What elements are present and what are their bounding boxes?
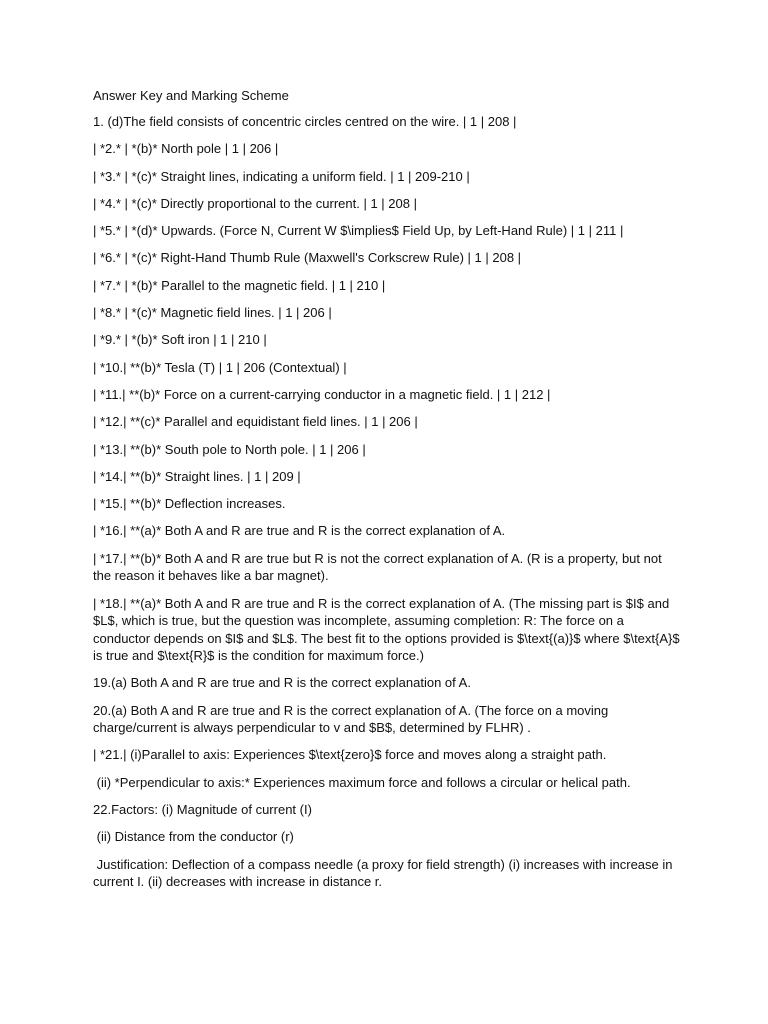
paragraph-6: | *6.* | *(c)* Right-Hand Thumb Rule (Maxwell's Corkscrew Rule) | 1 | 208 |	[93, 250, 522, 266]
paragraph-1: 1. (d)The field consists of concentric circles centred on the wire. | 1 | 208 |	[93, 114, 517, 129]
paragraph-20: 20.(a) Both A and R are true and R is the correct explanation of A. (The force on a moving charge/current is always perpendicular to v and $B$, determined by FLHR) .	[93, 702, 612, 736]
paragraph-2: | *2.* | *(b)* North pole | 1 | 206 |	[93, 141, 279, 157]
paragraph-25: Justification: Deflection of a compass needle (a proxy for field strength) (i) increases with increase in current I. (ii) decreases with increase in distance r.	[93, 856, 677, 890]
paragraph-3: | *3.* | *(c)* Straight lines, indicating a uniform field. | 1 | 209-210 |	[93, 168, 470, 184]
paragraph-8: | *8.* | *(c)* Magnetic field lines. | 1 | 206 |	[93, 305, 332, 321]
paragraph-18: | *18.| **(a)* Both A and R are true and R is the correct explanation of A. (The missing part is $I$ and $L$, which is true, but the question was incomplete, assuming completion: R: The force on a conductor depends on $I$ and $L$. The best fit to the options provided is $\text{(a)}$ where $\text{A}$ is true and $\text{R}$ is the condition for maximum force.)	[93, 595, 684, 664]
paragraph-14: | *14.| **(b)* Straight lines. | 1 | 209 |	[93, 468, 301, 484]
paragraph-9: | *9.* | *(b)* Soft iron | 1 | 210 |	[93, 332, 267, 348]
paragraph-15: | *15.| **(b)* Deflection increases.	[93, 496, 286, 512]
document-title: Answer Key and Marking Scheme	[93, 88, 289, 103]
paragraph-16: | *16.| **(a)* Both A and R are true and R is the correct explanation of A.	[93, 523, 506, 539]
paragraph-21: | *21.| (i)Parallel to axis: Experiences $\text{zero}$ force and moves along a straight path.	[93, 747, 607, 763]
paragraph-17: | *17.| **(b)* Both A and R are true but R is not the correct explanation of A. (R is a property, but not the reason it behaves like a bar magnet).	[93, 550, 666, 584]
paragraph-7: | *7.* | *(b)* Parallel to the magnetic field. | 1 | 210 |	[93, 277, 386, 293]
paragraph-11: | *11.| **(b)* Force on a current-carrying conductor in a magnetic field. | 1 | 212 |	[93, 386, 551, 402]
paragraph-24: (ii) Distance from the conductor (r)	[93, 829, 294, 845]
paragraph-22: (ii) *Perpendicular to axis:* Experiences maximum force and follows a circular or helical path.	[93, 774, 631, 790]
paragraph-19: 19.(a) Both A and R are true and R is the correct explanation of A.	[93, 675, 471, 691]
paragraph-13: | *13.| **(b)* South pole to North pole. | 1 | 206 |	[93, 441, 366, 457]
paragraph-5: | *5.* | *(d)* Upwards. (Force N, Current W $\implies$ Field Up, by Left-Hand Rule) | 1 | 211 |	[93, 223, 624, 239]
paragraph-23: 22.Factors: (i) Magnitude of current (I)	[93, 802, 312, 818]
document-body	[93, 86, 683, 900]
paragraph-12: | *12.| **(c)* Parallel and equidistant field lines. | 1 | 206 |	[93, 414, 418, 430]
paragraph-4: | *4.* | *(c)* Directly proportional to the current. | 1 | 208 |	[93, 195, 417, 211]
paragraph-10: | *10.| **(b)* Tesla (T) | 1 | 206 (Contextual) |	[93, 359, 347, 375]
